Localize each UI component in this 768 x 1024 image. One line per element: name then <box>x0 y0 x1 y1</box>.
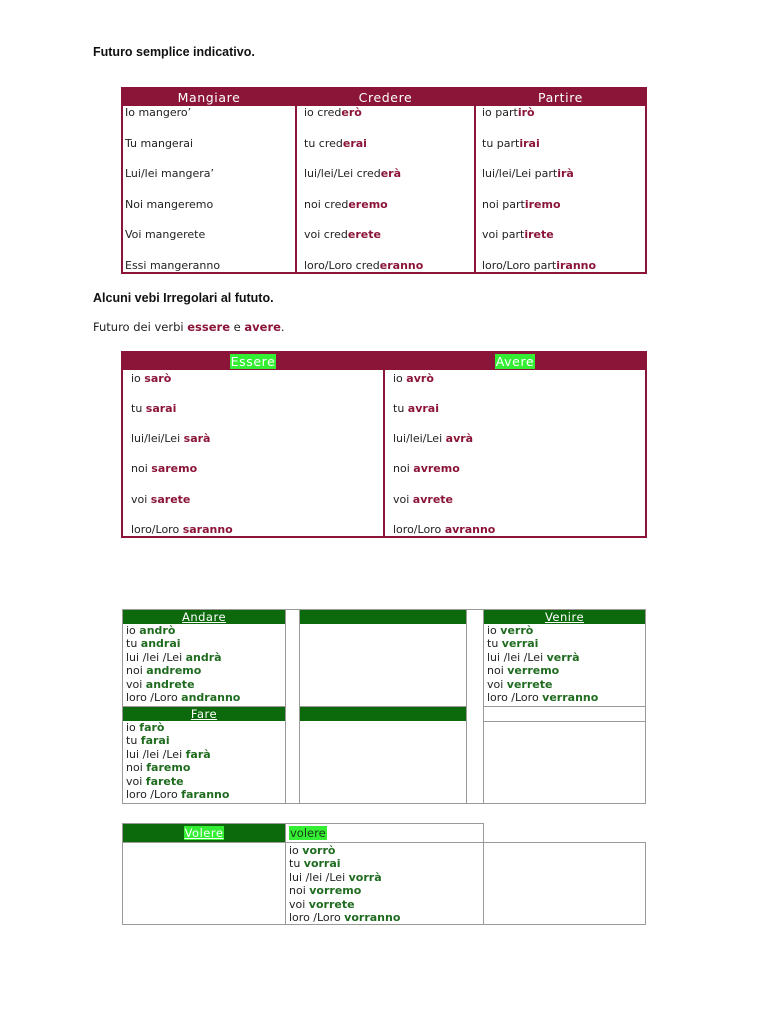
column-credere <box>302 106 474 272</box>
list-item: io farò <box>126 721 165 734</box>
list-item: io andrò <box>126 624 176 637</box>
column-divider <box>383 353 385 536</box>
essere-avere-intro: Futuro dei verbi essere e avere. <box>93 320 285 334</box>
empty-header <box>300 707 466 721</box>
empty-header <box>484 707 645 722</box>
empty-box <box>483 706 646 804</box>
table-cell: Lui/lei mangera’ <box>125 167 214 180</box>
table-cell: lui/lei/Lei avrà <box>393 432 474 445</box>
list-item: noi andremo <box>126 664 202 678</box>
table-cell: Noi mangeremo <box>125 198 214 211</box>
table-cell: loro/Loro partiranno <box>482 259 597 272</box>
list-item: loro /Loro andranno <box>126 691 241 705</box>
andare-box <box>122 609 286 707</box>
fare-header: Fare <box>123 707 285 721</box>
fare-conjugation <box>123 721 285 801</box>
table-cell: Essi mangeranno <box>125 259 221 272</box>
empty-box <box>299 706 467 804</box>
spacer-column <box>466 609 484 804</box>
volere-header: Volere <box>122 823 286 843</box>
table-cell: voi partirete <box>482 228 554 241</box>
header-essere: Essere <box>123 353 383 370</box>
table-cell: Io mangero’ <box>125 106 192 119</box>
table-cell: noi partiremo <box>482 198 561 211</box>
andare-conjugation <box>123 624 285 704</box>
table-cell: voi crederete <box>304 228 381 241</box>
volere-conjugation <box>286 843 483 924</box>
table-cell: io avrò <box>393 372 434 385</box>
table-cell: lui/lei/Lei partirà <box>482 167 574 180</box>
list-item: noi vorremo <box>289 884 362 898</box>
essere-avere-table <box>121 351 647 538</box>
list-item: lui /lei /Lei verrà <box>487 650 580 664</box>
table-cell: loro/Loro avranno <box>393 523 496 536</box>
list-item: voi farete <box>126 774 184 788</box>
venire-header: Venire <box>484 610 645 624</box>
venire-conjugation <box>484 624 645 704</box>
table-cell: Tu mangerai <box>125 137 194 150</box>
irregolari-title: Alcuni vebi Irregolari al fututo. <box>93 291 274 305</box>
column-partire <box>480 106 645 272</box>
list-item: loro /Loro verranno <box>487 691 599 705</box>
list-item: loro /Loro vorranno <box>289 911 401 925</box>
fare-box <box>122 706 286 804</box>
list-item: noi faremo <box>126 761 191 775</box>
list-item: voi andrete <box>126 677 195 691</box>
table-cell: tu crederai <box>304 137 367 150</box>
column-divider <box>295 89 297 272</box>
empty-box <box>483 842 646 925</box>
table-cell: io sarò <box>131 372 172 385</box>
list-item: voi vorrete <box>289 897 355 911</box>
table-cell: Voi mangerete <box>125 228 206 241</box>
column-divider <box>474 89 476 272</box>
table-cell: tu partirai <box>482 137 540 150</box>
list-item: voi verrete <box>487 677 553 691</box>
regular-verbs-table <box>121 87 647 274</box>
volere-box <box>285 842 484 925</box>
list-item: tu andrai <box>126 637 181 651</box>
table-cell: voi sarete <box>131 493 191 506</box>
header-credere: Credere <box>297 89 474 106</box>
table-cell: loro/Loro crederanno <box>304 259 424 272</box>
table-cell: tu avrai <box>393 402 439 415</box>
list-item: tu vorrai <box>289 857 341 871</box>
venire-box <box>483 609 646 707</box>
header-avere: Avere <box>385 353 645 370</box>
empty-header <box>300 610 466 624</box>
list-item: io verrò <box>487 624 534 637</box>
table-cell: loro/Loro saranno <box>131 523 233 536</box>
list-item: io vorrò <box>289 844 336 857</box>
list-item: loro /Loro faranno <box>126 788 230 802</box>
empty-box <box>299 609 467 707</box>
header-partire: Partire <box>476 89 645 106</box>
list-item: tu verrai <box>487 637 539 651</box>
list-item: lui /lei /Lei vorrà <box>289 870 382 884</box>
header-mangiare: Mangiare <box>123 89 295 106</box>
column-mangiare <box>123 106 295 272</box>
table-cell: lui/lei/Lei crederà <box>304 167 402 180</box>
spacer-column <box>285 609 300 804</box>
list-item: noi verremo <box>487 664 560 678</box>
table-cell: io crederò <box>304 106 362 119</box>
table-cell: noi crederemo <box>304 198 388 211</box>
list-item: lui /lei /Lei farà <box>126 747 211 761</box>
list-item: tu farai <box>126 734 170 748</box>
table-cell: noi avremo <box>393 462 460 475</box>
list-item: lui /lei /Lei andrà <box>126 650 222 664</box>
table-cell: lui/lei/Lei sarà <box>131 432 211 445</box>
table-cell: voi avrete <box>393 493 453 506</box>
table-cell: tu sarai <box>131 402 177 415</box>
empty-box <box>122 842 286 925</box>
volere-label-cell: volere <box>285 823 484 843</box>
table-cell: io partirò <box>482 106 535 119</box>
table-cell: noi saremo <box>131 462 198 475</box>
futuro-title: Futuro semplice indicativo. <box>93 45 255 59</box>
andare-header: Andare <box>123 610 285 624</box>
